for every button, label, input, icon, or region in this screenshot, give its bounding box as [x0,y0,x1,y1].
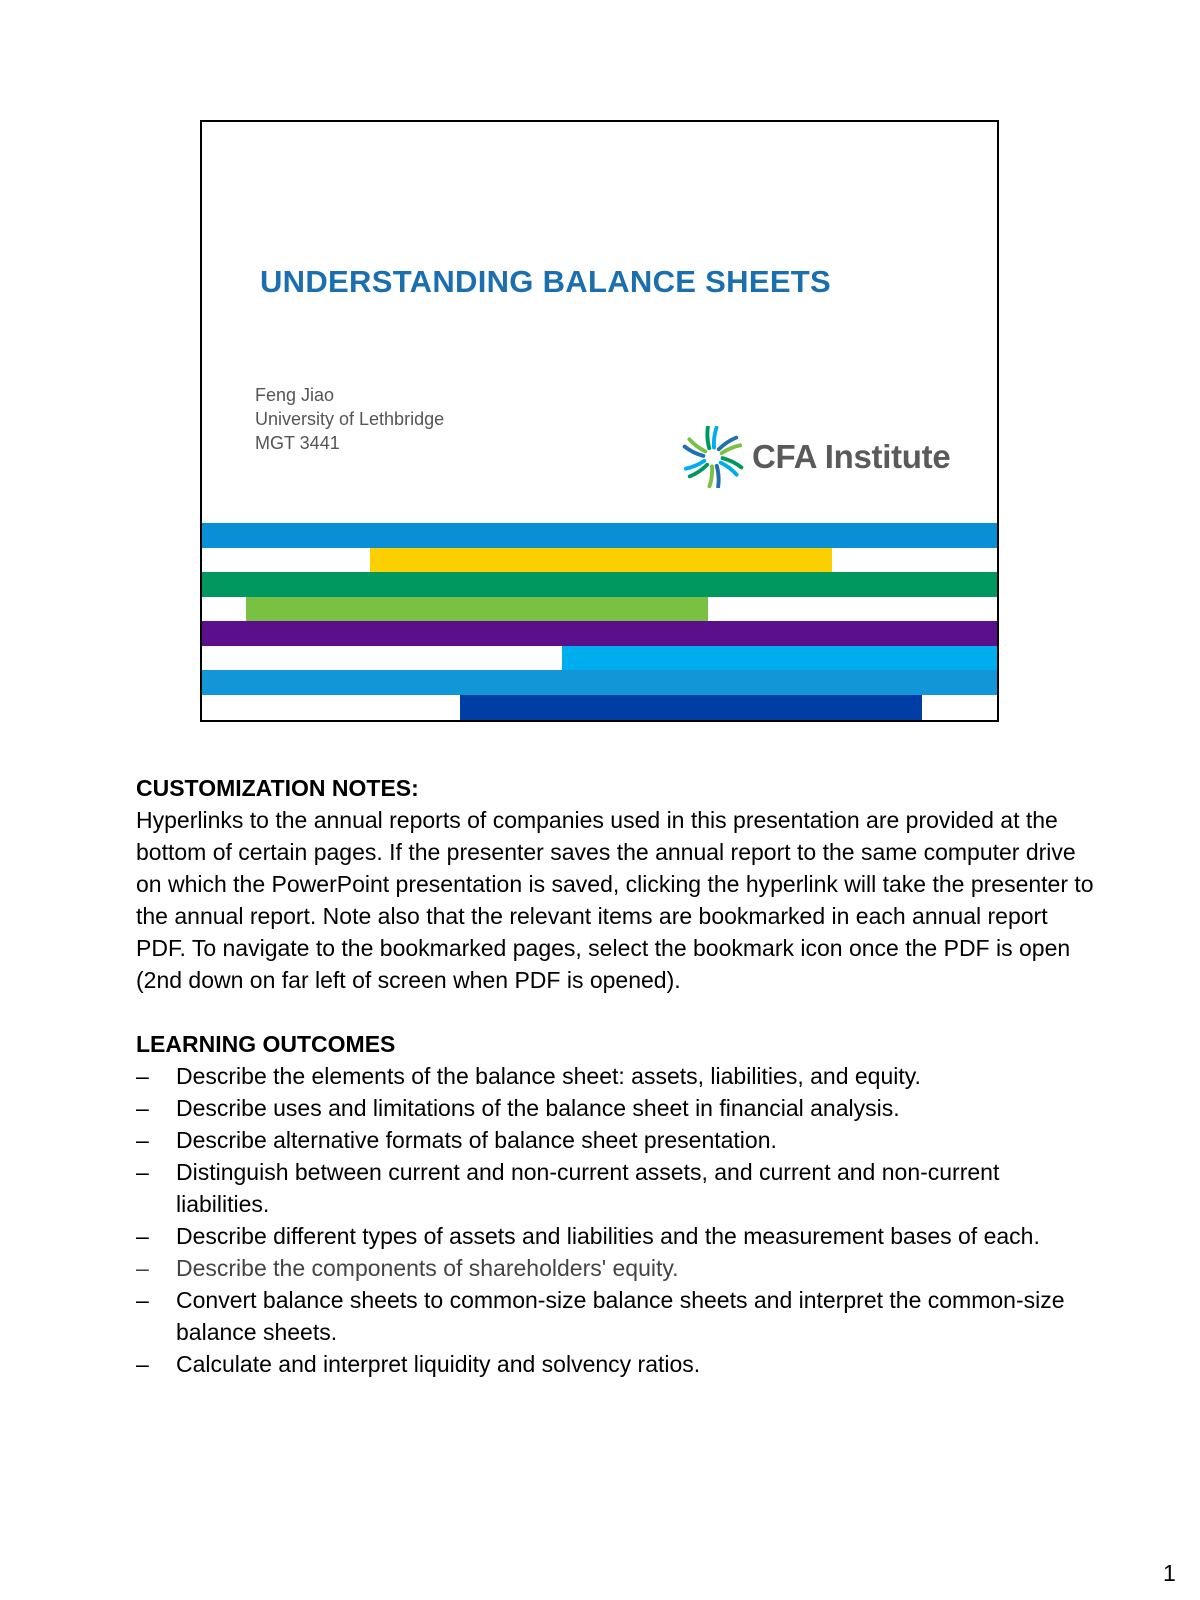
stripe-blue [202,523,997,548]
stripe-purple [202,621,997,646]
dash-marker: – [136,1095,149,1121]
stripe-yellow [370,548,832,573]
cfa-globe-icon [682,426,744,488]
list-item: – Describe different types of assets and liabilities and the measurement bases of each. [136,1220,1096,1252]
customization-text: Hyperlinks to the annual reports of companies used in this presentation are provided at the bottom of certain pages. If the presenter saves the annual report to the same computer drive on which the PowerPoint presentation is saved, clicking the hyperlink will take the presenter to the annual report. Note also that the relevant items are bookmarked in each annual report PDF. To navigate to the bookmarked pages, select the bookmark icon once the PDF is open (2nd down on far left of screen when PDF is opened). [136,807,1094,993]
outcomes-heading: LEARNING OUTCOMES [136,1031,396,1057]
stripe-cyan [562,646,997,671]
stripe-green [202,572,997,597]
course-code: MGT 3441 [255,433,340,453]
presenter-institution: University of Lethbridge [255,409,445,429]
dash-marker: – [136,1127,149,1153]
list-item: – Describe the elements of the balance sheet: assets, liabilities, and equity. [136,1060,1096,1092]
notes-section [136,772,1096,1380]
title-slide [200,120,999,722]
dash-marker: – [136,1159,149,1185]
dash-marker: – [136,1223,149,1249]
list-item: – Convert balance sheets to common-size balance sheets and interpret the common-size balance sheets. [136,1284,1096,1348]
presenter-name: Feng Jiao [255,385,335,405]
customization-heading: CUSTOMIZATION NOTES: [136,775,419,801]
list-item: – Describe the components of shareholders' equity. [136,1252,1096,1284]
dash-marker: – [136,1063,149,1089]
logo-text: CFA Institute [752,438,951,475]
stripe-lime [246,597,708,622]
stripe-light-blue [202,670,997,695]
dash-marker: – [136,1287,149,1313]
dash-marker: – [136,1351,149,1377]
outcomes-list [136,1060,1096,1380]
cfa-institute-logo [682,425,950,489]
list-item: – Describe alternative formats of balance sheet presentation. [136,1124,1096,1156]
list-item: – Calculate and interpret liquidity and solvency ratios. [136,1348,1096,1380]
slide-title: UNDERSTANDING BALANCE SHEETS [260,264,832,299]
list-item: – Describe uses and limitations of the balance sheet in financial analysis. [136,1092,1096,1124]
stripe-navy [460,695,922,720]
list-item: – Distinguish between current and non-current assets, and current and non-current liabilities. [136,1156,1096,1220]
page-number: 1 [1163,1560,1176,1586]
presenter-info [255,383,444,455]
dash-marker: – [136,1255,149,1281]
